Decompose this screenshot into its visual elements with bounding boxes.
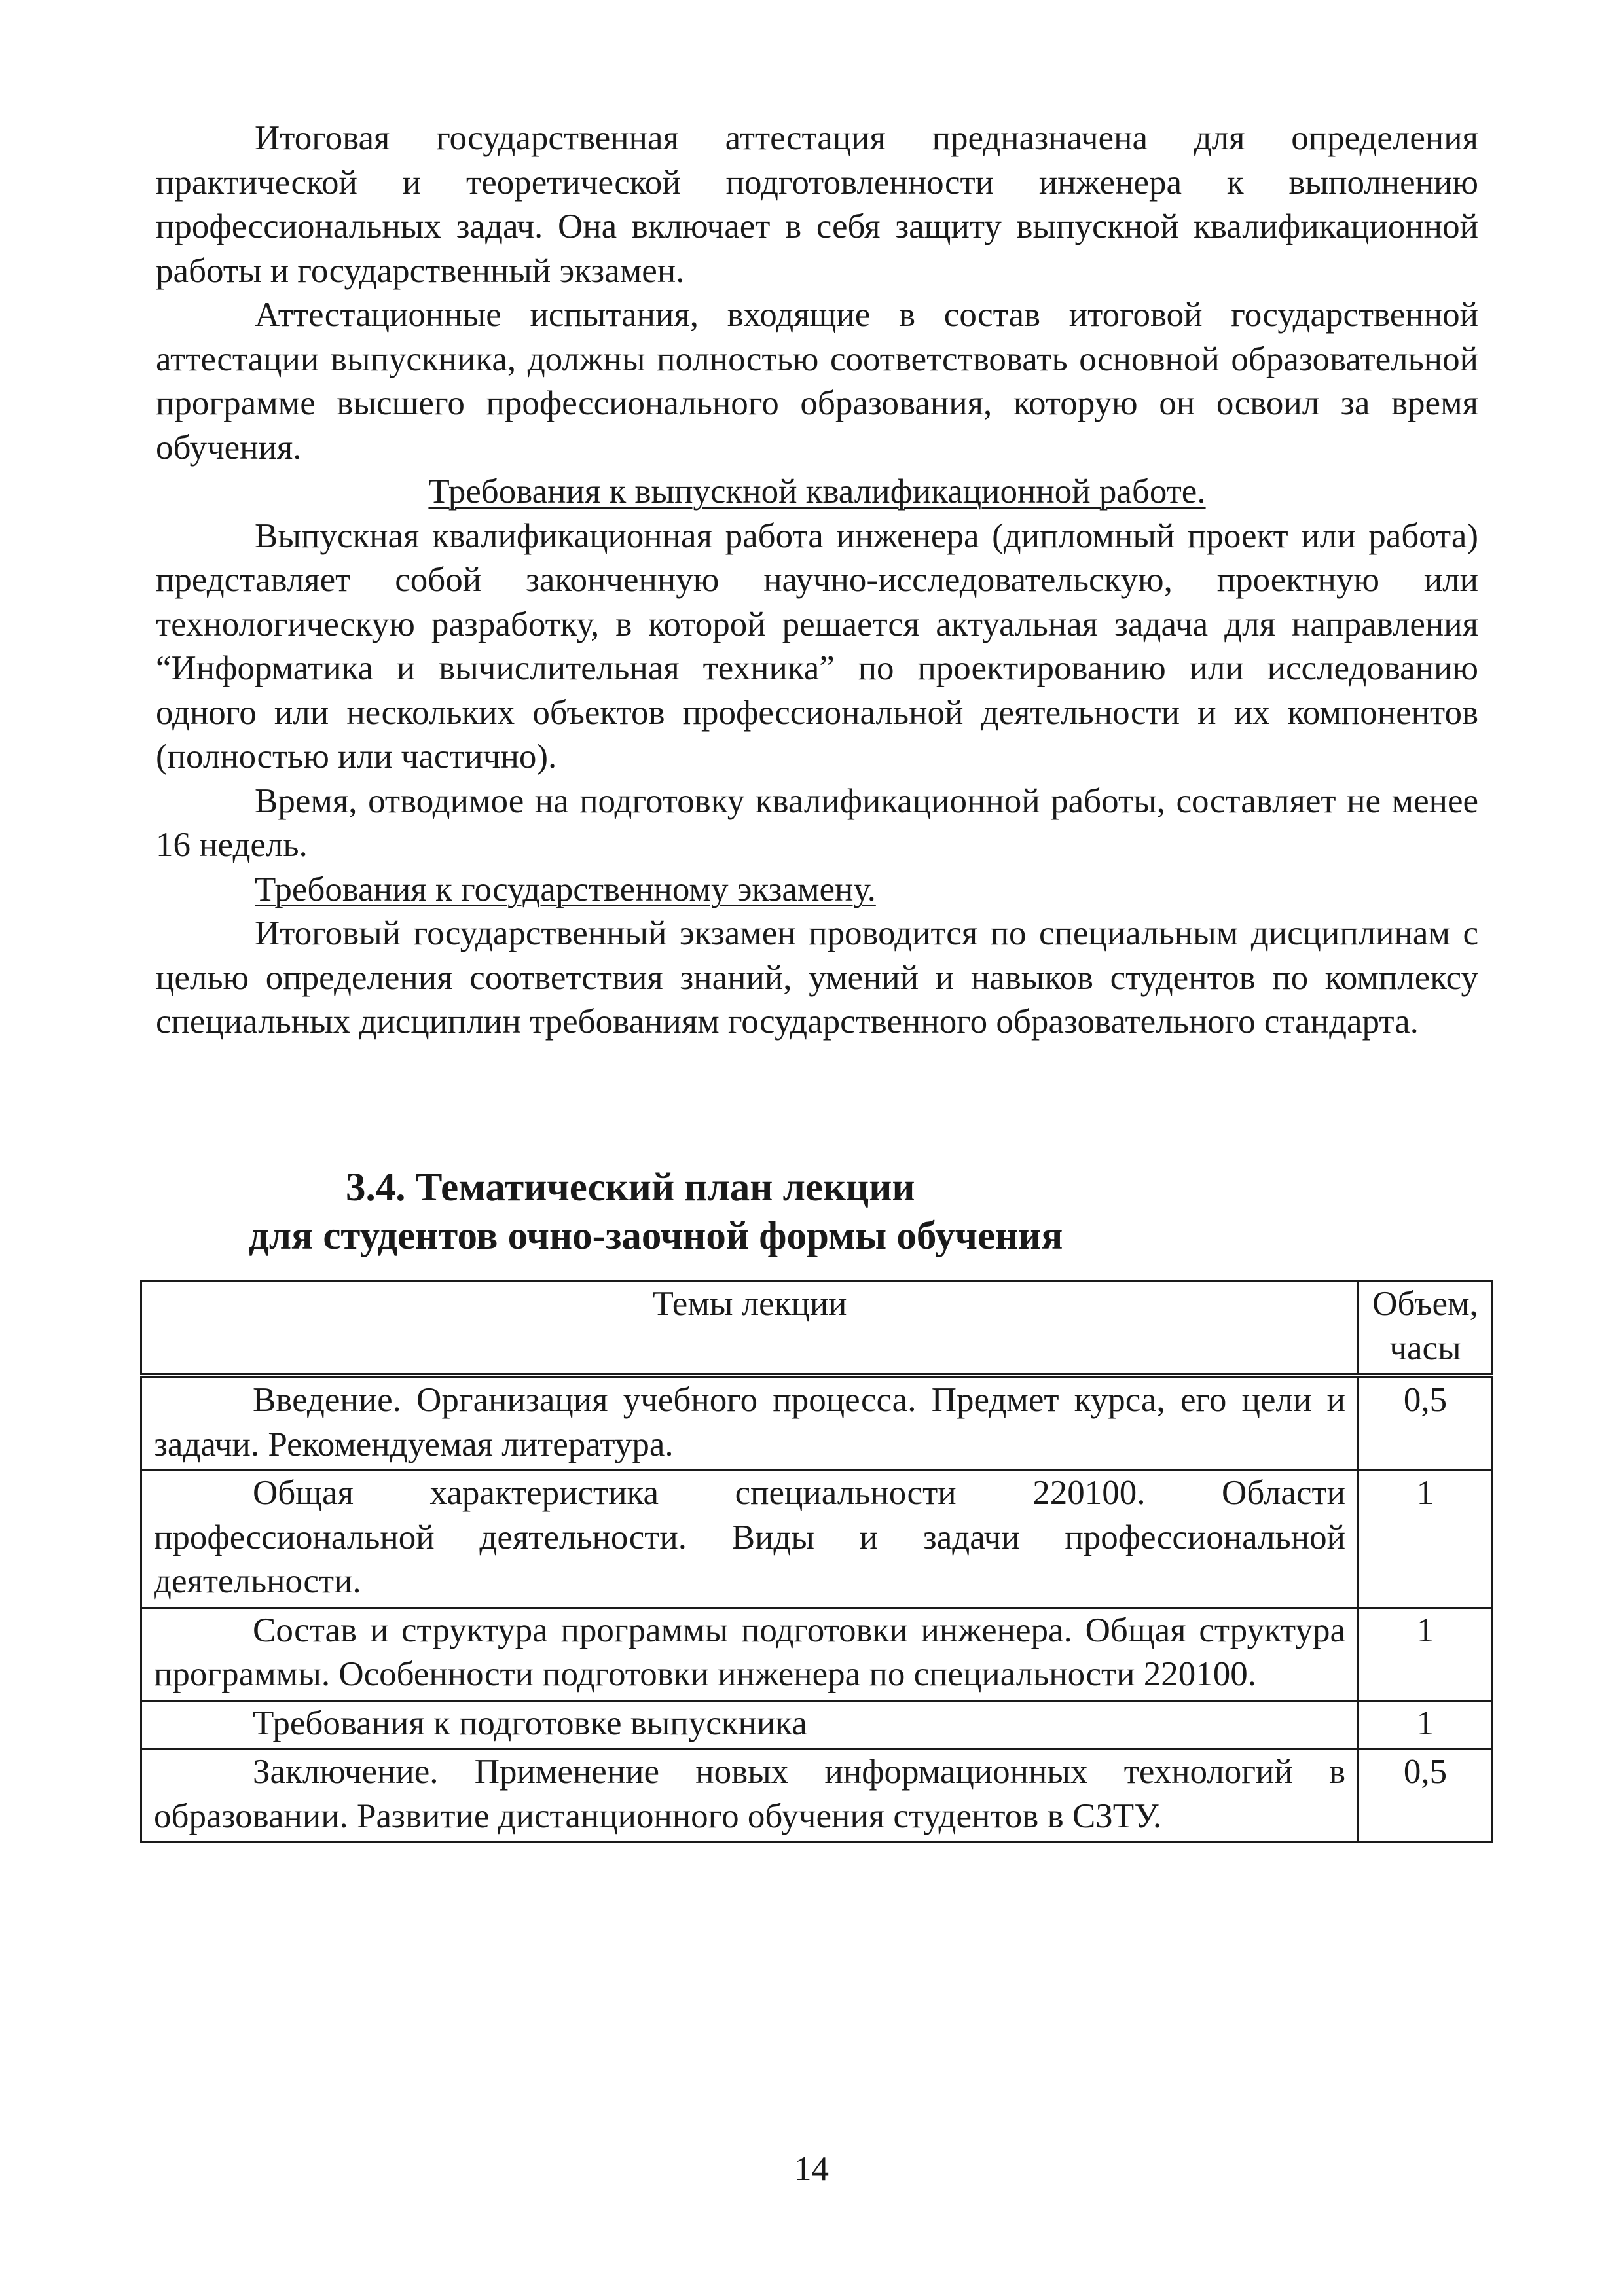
section-title-line1: 3.4. Тематический план лекции <box>346 1166 915 1210</box>
subheading-exam-requirements-wrapper <box>156 868 1478 912</box>
row-hours: 0,5 <box>1359 1749 1493 1842</box>
row-hours: 0,5 <box>1359 1376 1493 1471</box>
section-title-line2: для студентов очно-заочной формы обучения <box>249 1214 1063 1258</box>
subheading-exam-requirements: Требования к государственному экзамену. <box>255 870 876 908</box>
row-topic: Состав и структура программы подготовки инженера. Общая структура программы. Особенности подготовки инженера по специальности 220100. <box>141 1607 1359 1700</box>
table-row <box>141 1471 1493 1608</box>
row-topic: Общая характеристика специальности 220100. Области профессиональной деятельности. Виды и задачи профессиональной деятельности. <box>141 1471 1359 1608</box>
table-row <box>141 1607 1493 1700</box>
row-hours: 1 <box>1359 1607 1493 1700</box>
header-topics: Темы лекции <box>141 1282 1359 1376</box>
table-row <box>141 1749 1493 1842</box>
lecture-plan-table <box>140 1280 1493 1843</box>
page-number: 14 <box>794 2150 829 2188</box>
row-topic: Введение. Организация учебного процесса. Предмет курса, его цели и задачи. Рекомендуемая литература. <box>141 1376 1359 1471</box>
row-hours: 1 <box>1359 1471 1493 1608</box>
paragraph-attestation-tests: Аттестационные испытания, входящие в состав итоговой государственной аттестации выпускника, должны полностью соответствовать основной образовательной программе высшего профессионального образования, которую он освоил за время обучения. <box>156 296 1478 467</box>
paragraph-thesis-description: Выпускная квалификационная работа инженера (дипломный проект или работа) представляет собой законченную научно-исследовательскую, проектную или технологическую разработку, в которой решается актуальная задача для направления “Информатика и вычислительная техника” по проектированию или исследованию одного или нескольких объектов профессиональной деятельности и их компонентов (полностью или частично). <box>156 516 1478 776</box>
paragraph-attestation-purpose: Итоговая государственная аттестация предназначена для определения практической и теоретической подготовленности инженера к выполнению профессиональных задач. Она включает в себя защиту выпускной квалификационной работы и государственный экзамен. <box>156 119 1478 290</box>
table-header-row <box>141 1282 1493 1376</box>
paragraph-exam-description: Итоговый государственный экзамен проводится по специальным дисциплинам с целью определения соответствия знаний, умений и навыков студентов по комплексу специальных дисциплин требованиям государственного образовательного стандарта. <box>156 914 1478 1041</box>
paragraph-thesis-duration: Время, отводимое на подготовку квалификационной работы, составляет не менее 16 недель. <box>156 781 1478 864</box>
row-topic: Заключение. Применение новых информационных технологий в образовании. Развитие дистанционного обучения студентов в СЗТУ. <box>141 1749 1359 1842</box>
table-row <box>141 1376 1493 1471</box>
body-text <box>156 117 1478 1045</box>
row-hours: 1 <box>1359 1700 1493 1749</box>
subheading-thesis-requirements: Требования к выпускной квалификационной работе. <box>428 473 1206 511</box>
section-heading <box>249 1164 1165 1261</box>
table-row <box>141 1700 1493 1749</box>
row-topic: Требования к подготовке выпускника <box>141 1700 1359 1749</box>
header-hours: Объем, часы <box>1359 1282 1493 1376</box>
